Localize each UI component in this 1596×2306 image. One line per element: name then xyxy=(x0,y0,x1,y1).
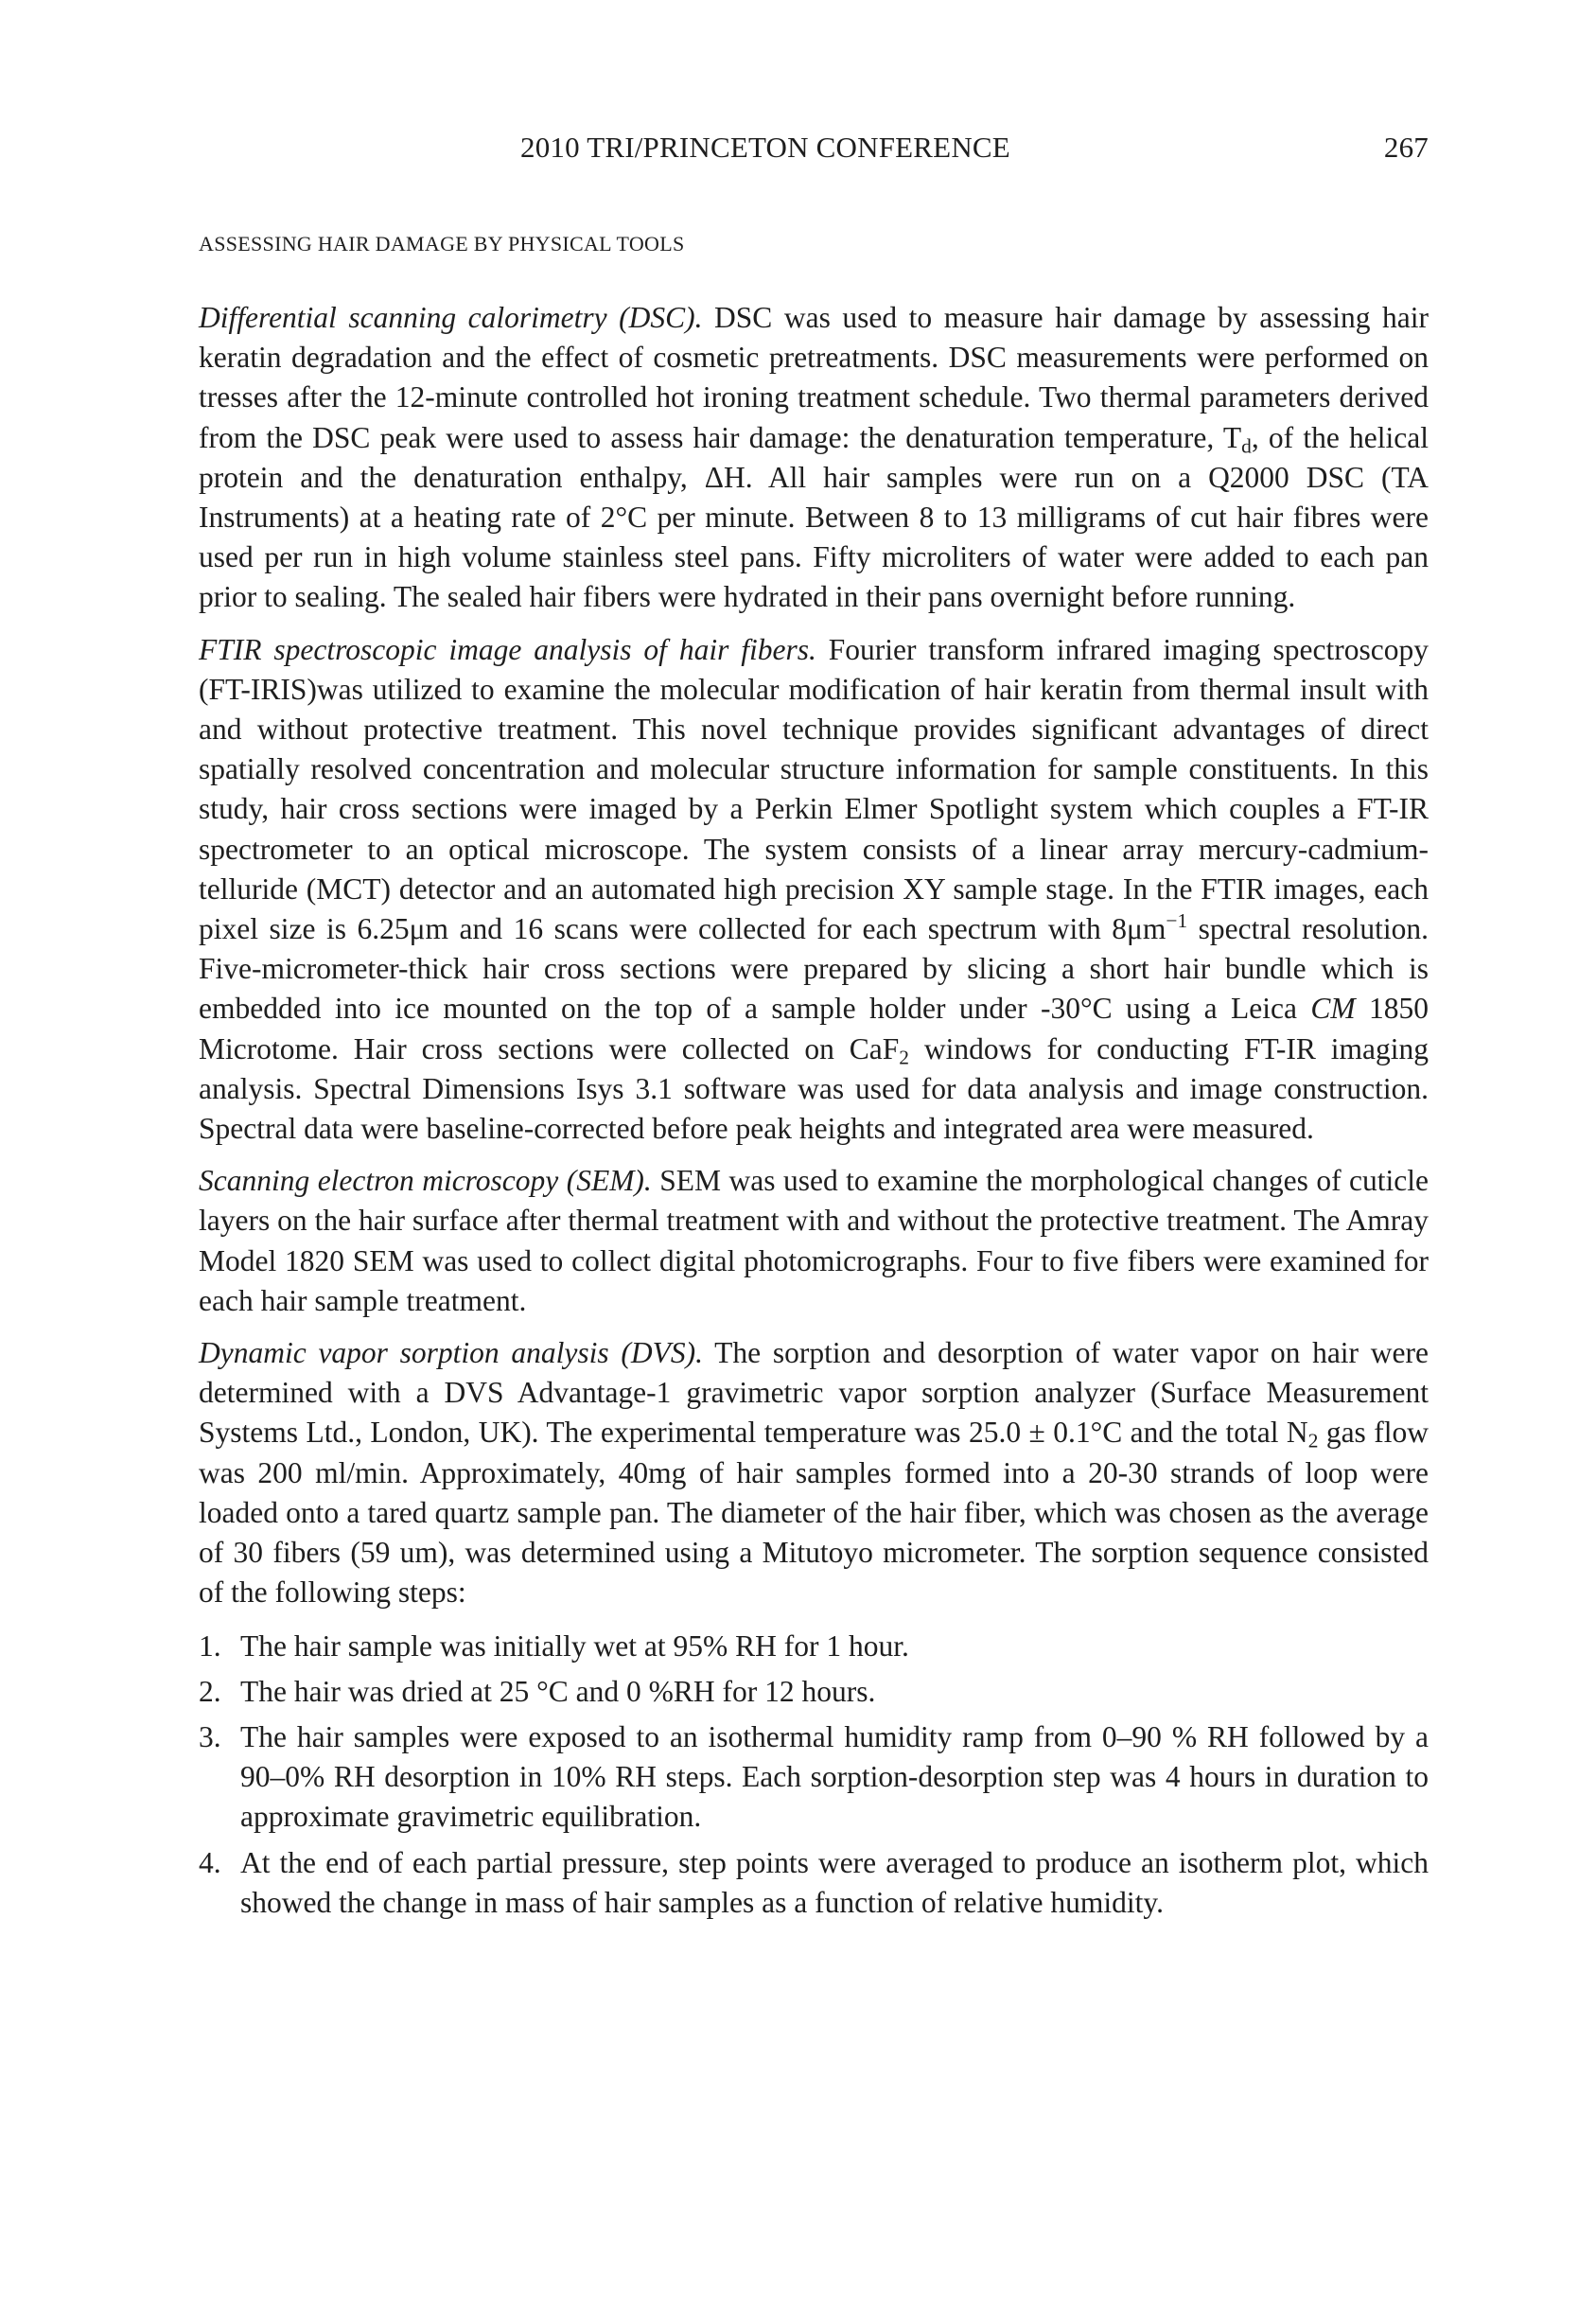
list-item: 1. The hair sample was initially wet at 95% RH for 1 hour. xyxy=(199,1628,909,1663)
running-header xyxy=(199,131,1429,168)
paragraph-ftir: FTIR spectroscopic image analysis of hair fibers. Fourier transform infrared imaging spectroscopy (FT-IRIS)was utilized to examine the molecular modification of hair keratin from thermal insult with and without protective treatment. This novel technique provides significant advantages of direct spatially resolved concentration and molecular structure information for sample constituents. In this study, hair cross sections were imaged by a Perkin Elmer Spotlight system which couples a FT-IR spectrometer to an optical microscope. The system consists of a linear array mercury-cadmium-telluride (MCT) detector and an automated high precision XY sample stage. In the FTIR images, each pixel size is 6.25μm and 16 scans were collected for each spectrum with $8\mu m^{-1}$ spectral resolution. Five-micrometer-thick hair cross sections were prepared by slicing a short hair bundle which is embedded into ice mounted on the top of a sample holder under -30°C using a Leica CM 1850 Microtome. Hair cross sections were collected on CaF$_2$ windows for conducting FT-IR imaging analysis. Spectral Dimensions Isys 3.1 software was used for data analysis and image construction. Spectral data were baseline-corrected before peak heights and integrated area were measured. xyxy=(199,632,1429,1146)
run-in-heading-sem: Scanning electron microscopy (SEM). xyxy=(199,1164,652,1198)
body-text xyxy=(199,298,1429,1928)
run-in-heading-dsc: Differential scanning calorimetry (DSC). xyxy=(199,301,703,334)
running-title: 2010 TRI/PRINCETON CONFERENCE xyxy=(520,131,1010,164)
section-title: ASSESSING HAIR DAMAGE BY PHYSICAL TOOLS xyxy=(199,232,685,255)
paragraph-sem: Scanning electron microscopy (SEM). SEM was used to examine the morphological changes of cuticle layers on the hair surface after thermal treatment with and without the protective treatment. The Amray Model 1820 SEM was used to collect digital photomicrographs. Four to five fibers were examined for each hair sample treatment. xyxy=(199,1164,1429,1317)
list-item: 2. The hair was dried at 25 °C and 0 %RH for 12 hours. xyxy=(199,1674,876,1708)
list-item: 3. The hair samples were exposed to an isothermal humidity ramp from 0–90 % RH followed by a 90–0% RH desorption in 10% RH steps. Each sorption-desorption step was 4 hours in duration to approximate gravimetric equilibration. xyxy=(199,1719,1429,1834)
sorption-steps-list xyxy=(199,1627,1429,1923)
paragraph-dvs: Dynamic vapor sorption analysis (DVS). The sorption and desorption of water vapor on hair were determined with a DVS Advantage-1 gravimetric vapor sorption analyzer (Surface Measurement Systems Ltd., London, UK). The experimental temperature was 25.0 ± 0.1°C and the total $N_2$ gas flow was 200 ml/min. Approximately, 40mg of hair samples formed into a 20-30 strands of loop were loaded onto a tared quartz sample pan. The diameter of the hair fiber, which was chosen as the average of 30 fibers (59 um), was determined using a Mitutoyo micrometer. The sorption sequence consisted of the following steps: xyxy=(199,1336,1429,1610)
run-in-heading-ftir: FTIR spectroscopic image analysis of hair fibers. xyxy=(199,632,816,666)
page-number: 267 xyxy=(1383,131,1429,164)
run-in-heading-dvs: Dynamic vapor sorption analysis (DVS). xyxy=(199,1336,703,1370)
paragraph-dsc: Differential scanning calorimetry (DSC). DSC was used to measure hair damage by assessing hair keratin degradation and the effect of cosmetic pretreatments. DSC measurements were performed on tresses after the 12-minute controlled hot ironing treatment schedule. Two thermal parameters derived from the DSC peak were used to assess hair damage: the denaturation temperature, $T_d$, of the helical protein and the denaturation enthalpy, ΔH. All hair samples were run on a Q2000 DSC (TA Instruments) at a heating rate of 2°C per minute. Between 8 to 13 milligrams of cut hair fibres were used per run in high volume stainless steel pans. Fifty microliters of water were added to each pan prior to sealing. The sealed hair fibers were hydrated in their pans overnight before running. xyxy=(199,301,1429,614)
list-item: 4. At the end of each partial pressure, step points were averaged to produce an isotherm plot, which showed the change in mass of hair samples as a function of relative humidity. xyxy=(199,1845,1429,1919)
